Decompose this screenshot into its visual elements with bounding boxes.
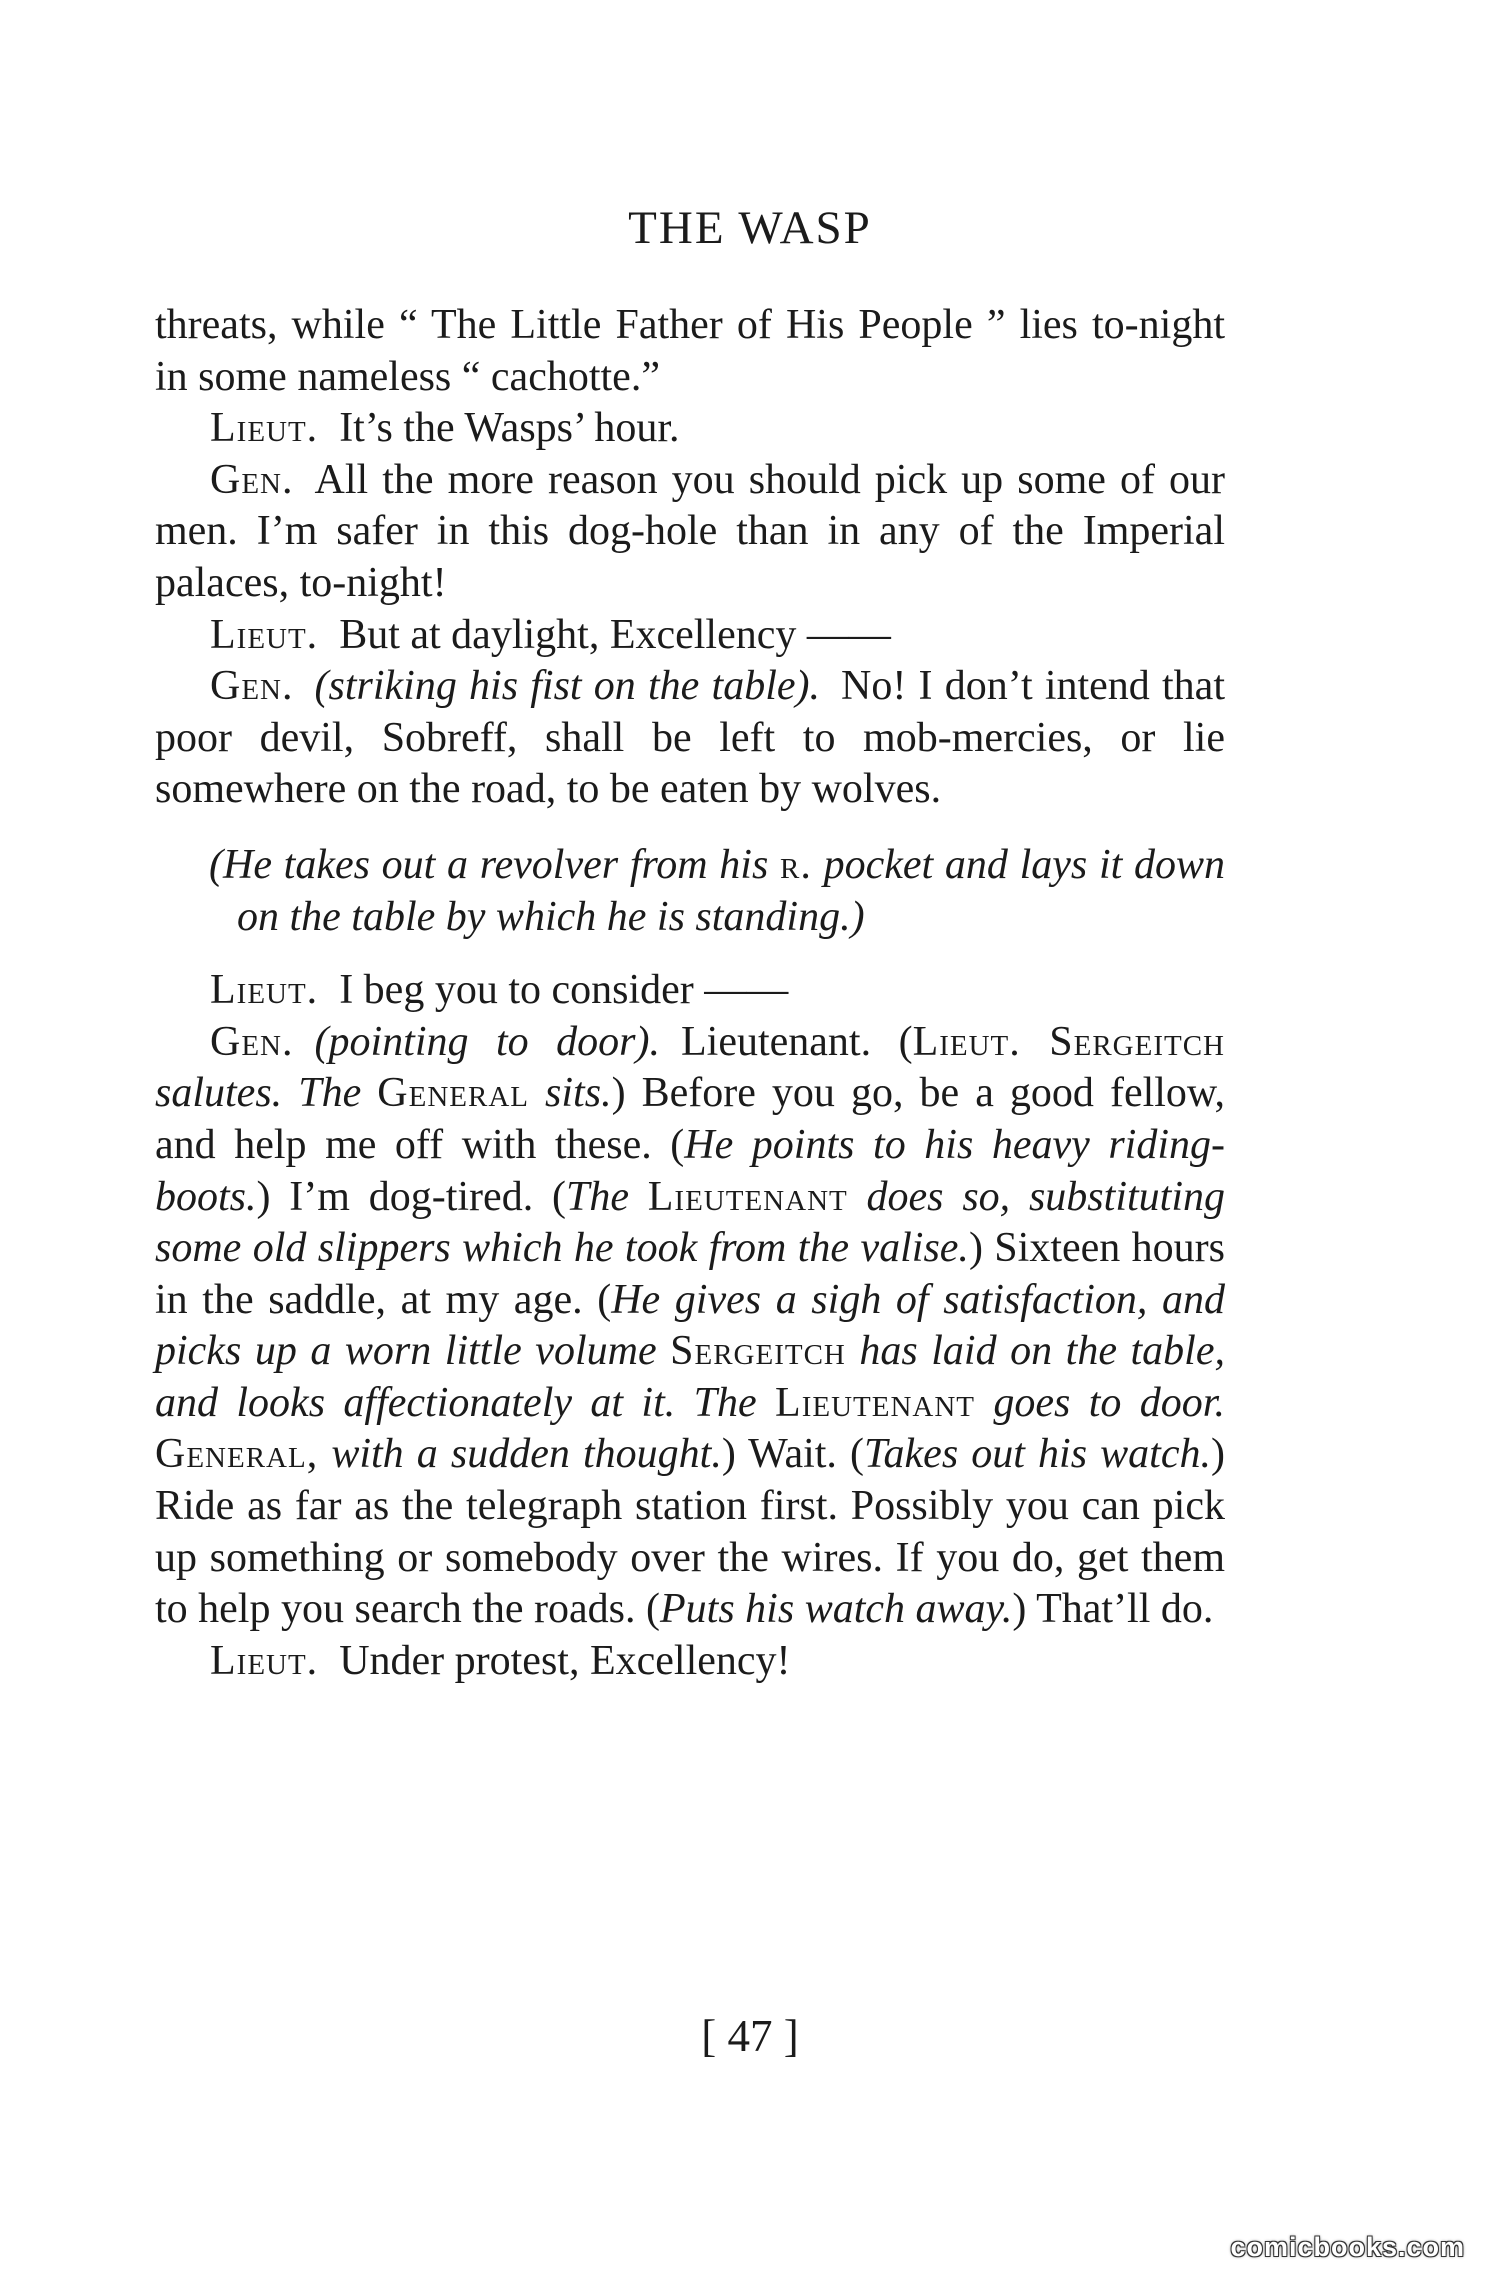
stage-direction: (striking his fist on the table). xyxy=(314,663,820,710)
speech-text: It’s the Wasps’ hour. xyxy=(339,405,680,452)
character-name: General, xyxy=(155,1431,319,1478)
character-name: Sergeitch xyxy=(670,1328,846,1375)
speech-text: All the more reason you should pick up some of our men. I’m safer in this dog-hole than in any of the Imperial palaces, to-night! xyxy=(155,456,1225,606)
speech-lieut-3 xyxy=(155,965,1225,1017)
speaker-name: Lieut. xyxy=(210,1637,319,1684)
speech-gen-1 xyxy=(155,455,1225,610)
speech-text: I beg you to consider —— xyxy=(339,967,789,1014)
character-name: General xyxy=(377,1070,529,1117)
play-text xyxy=(155,300,1225,1687)
speaker-name: Lieut. xyxy=(210,967,319,1014)
speech-lieut-1 xyxy=(155,403,1225,455)
speech-text: No! I don’t intend that poor devil, Sobreff, shall be left to mob-mercies, or lie somewhere on the road, to be eaten by wolves. xyxy=(155,663,1225,813)
speaker-name: Gen. xyxy=(210,456,294,503)
speech-text: Lieutenant. ( xyxy=(681,1018,913,1065)
stage-direction-text: pocket and lays it down on the table by which he is standing.) xyxy=(237,841,1226,940)
page-number: [ 47 ] xyxy=(701,2011,799,2061)
stage-direction: The xyxy=(565,1173,629,1220)
speaker-name: Lieut. xyxy=(210,405,319,452)
stage-direction: Puts his watch away. xyxy=(660,1586,1013,1633)
speech-gen-2 xyxy=(155,661,1225,816)
stage-direction: has laid on the table, and looks affectionately at it. The xyxy=(155,1328,1225,1426)
stage-direction: (pointing to door). xyxy=(314,1018,660,1065)
stage-direction: He points to his heavy riding-boots. xyxy=(155,1121,1225,1220)
speech-lieut-4 xyxy=(155,1636,1225,1688)
speech-gen-3 xyxy=(155,1017,1225,1636)
running-head: THE WASP xyxy=(628,202,872,254)
stage-direction-text: (He takes out a revolver from his xyxy=(209,841,769,888)
speech-text: ) Ride as far as the telegraph station first. Possibly you can pick up something or somebody over the wires. If you do, get them to help you search the roads. ( xyxy=(155,1431,1225,1633)
stage-direction-block xyxy=(155,840,1225,943)
speech-text: ) Sixteen hours in the saddle, at my age. ( xyxy=(155,1225,1226,1323)
character-name: Lieutenant xyxy=(775,1379,975,1426)
speech-lieut-2 xyxy=(155,610,1225,662)
stage-direction: salutes. The xyxy=(155,1070,362,1117)
continuation-paragraph xyxy=(155,300,1225,403)
speaker-name: Lieut. xyxy=(210,611,319,658)
paragraph-text: threats, while “ The Little Father of His People ” lies to-night in some nameless “ cachotte.” xyxy=(155,302,1225,400)
stage-direction: with a sudden thought. xyxy=(331,1431,722,1478)
watermark: comicbooks.com xyxy=(1230,2232,1465,2262)
stage-direction: sits. xyxy=(545,1070,612,1117)
speaker-name: Gen. xyxy=(210,1018,294,1065)
abbreviation: r. xyxy=(780,841,812,888)
speech-text: But at daylight, Excellency —— xyxy=(339,611,891,658)
speech-text: Under protest, Excellency! xyxy=(339,1637,791,1684)
speech-text: ) That’ll do. xyxy=(1012,1586,1214,1633)
stage-direction: goes to door. xyxy=(993,1379,1225,1426)
stage-direction: does so, substituting some old slippers which he took from the valise. xyxy=(155,1173,1225,1272)
speaker-name: Gen. xyxy=(210,663,294,710)
speech-text: ) I’m dog-tired. ( xyxy=(256,1173,566,1220)
stage-direction: He gives a sigh of satisfaction, and picks up a worn little volume xyxy=(155,1276,1225,1375)
stage-direction: Takes out his watch. xyxy=(864,1431,1211,1478)
character-name: Lieut. Sergeitch xyxy=(912,1018,1225,1065)
speech-text: ) Wait. ( xyxy=(721,1431,865,1478)
character-name: Lieutenant xyxy=(647,1173,848,1220)
speech-text: ) Before you go, be a good fellow, and help me off with these. ( xyxy=(155,1070,1226,1168)
